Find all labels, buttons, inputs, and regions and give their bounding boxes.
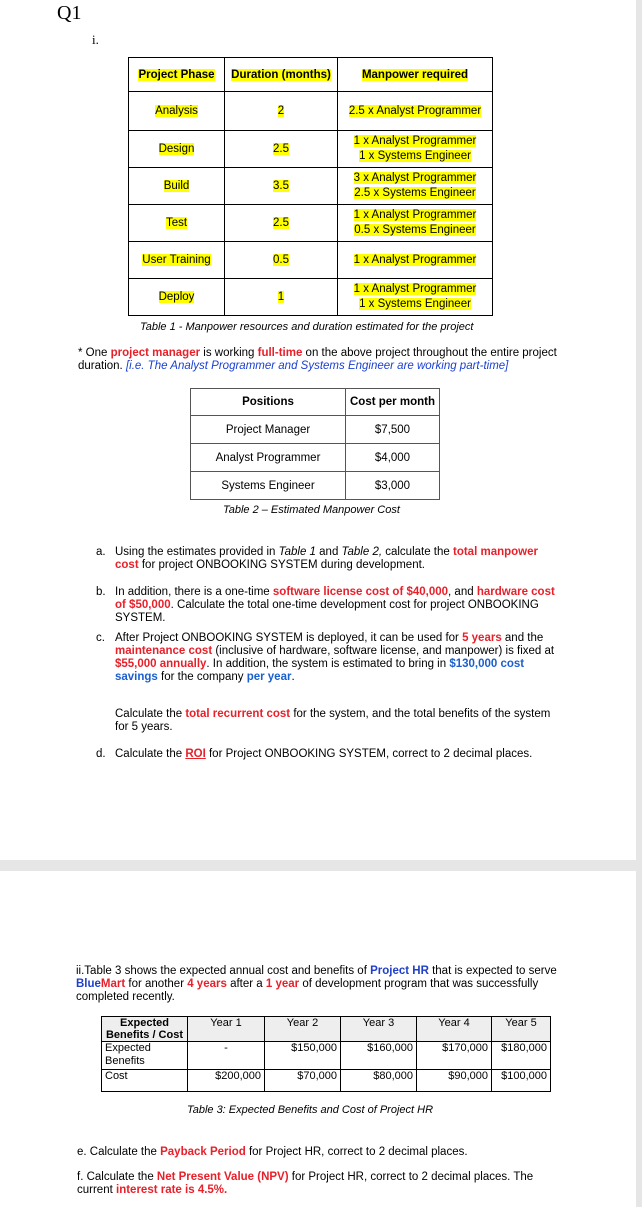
position-cell: Systems Engineer [191, 472, 346, 500]
value-cell: $170,000 [417, 1042, 492, 1070]
header-cell: Year 3 [341, 1017, 417, 1042]
table-row [129, 205, 493, 242]
manpower-cell: 2.5 x Analyst Programmer [348, 105, 482, 117]
manpower-cell: 1 x Analyst Programmer [353, 283, 477, 295]
header-cell: Year 5 [492, 1017, 551, 1042]
header-cell: Year 4 [417, 1017, 492, 1042]
table-row [129, 131, 493, 168]
value-cell: $80,000 [341, 1070, 417, 1092]
value-cell: $160,000 [341, 1042, 417, 1070]
question-c-calc: Calculate the total recurrent cost for the system, and the total benefits of the system for 5 years. [115, 708, 551, 733]
question-c-label: c. [96, 632, 105, 644]
question-d-text: Calculate the ROI for Project ONBOOKING SYSTEM, correct to 2 decimal places. [115, 748, 533, 760]
manpower-cell: 1 x Analyst Programmer [353, 135, 477, 147]
position-cell: Project Manager [191, 416, 346, 444]
duration-cell: 2.5 [273, 217, 289, 229]
header-cell: Manpower required [338, 58, 493, 92]
header-cell: Year 2 [265, 1017, 341, 1042]
header-cell: Expected Benefits / Cost [102, 1017, 188, 1042]
manpower-cell: 2.5 x Systems Engineer [354, 187, 476, 199]
benefits-cost-table [101, 1016, 551, 1092]
table-row [129, 92, 493, 131]
header-cell: Project Phase [129, 58, 225, 92]
table-row [191, 472, 440, 500]
duration-cell: 0.5 [273, 254, 289, 266]
cost-cell: $3,000 [346, 472, 440, 500]
table2-caption: Table 2 – Estimated Manpower Cost [223, 504, 400, 516]
duration-cell: 3.5 [273, 180, 289, 192]
manpower-cell: 3 x Analyst Programmer [353, 172, 477, 184]
question-a-label: a. [96, 546, 106, 558]
header-cell: Positions [191, 389, 346, 416]
phase-cell: User Training [142, 254, 211, 266]
duration-cell: 2.5 [273, 143, 289, 155]
manpower-cell: 0.5 x Systems Engineer [354, 224, 476, 236]
position-cell: Analyst Programmer [191, 444, 346, 472]
table-row [191, 444, 440, 472]
table-row [102, 1042, 551, 1070]
question-d-label: d. [96, 748, 106, 760]
value-cell: - [188, 1042, 265, 1070]
cost-table [190, 388, 440, 500]
table1-caption: Table 1 - Manpower resources and duration estimated for the project [140, 321, 474, 333]
value-cell: $90,000 [417, 1070, 492, 1092]
duration-cell: 2 [277, 105, 285, 117]
value-cell: $180,000 [492, 1042, 551, 1070]
header-cell: Cost per month [346, 389, 440, 416]
phase-cell: Deploy [158, 291, 195, 303]
value-cell: $200,000 [188, 1070, 265, 1092]
question-c-text: After Project ONBOOKING SYSTEM is deployed, it can be used for 5 years and the maintenance cost (inclusive of hardware, software license, and manpower) is fixed at $55,000 annually. In addition, the system is estimated to bring in $130,000 cost savings for the company per year. [115, 632, 555, 683]
cost-cell: $7,500 [346, 416, 440, 444]
phase-cell: Design [158, 143, 195, 155]
question-heading: Q1 [57, 2, 82, 24]
question-b-text: In addition, there is a one-time software license cost of $40,000, and hardware cost of $50,000. Calculate the total one-time development cost for project ONBOOKING SYSTEM. [115, 586, 555, 624]
value-cell: $70,000 [265, 1070, 341, 1092]
cost-cell: $4,000 [346, 444, 440, 472]
part-i-label: i. [92, 32, 99, 47]
question-a-text: Using the estimates provided in Table 1 and Table 2, calculate the total manpower cost for project ONBOOKING SYSTEM during development. [115, 546, 538, 571]
table3-caption: Table 3: Expected Benefits and Cost of Project HR [187, 1104, 434, 1116]
table-row [129, 242, 493, 279]
phase-cell: Build [163, 180, 190, 192]
table-row [191, 416, 440, 444]
manpower-table [128, 57, 493, 316]
question-b-label: b. [96, 586, 106, 598]
project-manager-note: * One project manager is working full-time on the above project throughout the entire project duration. [i.e. The Analyst Programmer and Systems Engineer are working part-time] [78, 347, 557, 372]
question-e-text: e. Calculate the Payback Period for Project HR, correct to 2 decimal places. [77, 1146, 468, 1158]
part-ii-text: ii.Table 3 shows the expected annual cost and benefits of Project HR that is expected to serve BlueMart for another 4 years after a 1 year of development program that was successfully completed recently. [76, 965, 557, 1003]
row-label: Expected Benefits [102, 1042, 188, 1070]
table-row [129, 168, 493, 205]
header-cell: Year 1 [188, 1017, 265, 1042]
table-row [102, 1070, 551, 1092]
value-cell: $150,000 [265, 1042, 341, 1070]
question-f-text: f. Calculate the Net Present Value (NPV) for Project HR, correct to 2 decimal places. The current interest rate is 4.5%. [77, 1171, 534, 1196]
header-cell: Duration (months) [225, 58, 338, 92]
duration-cell: 1 [277, 291, 285, 303]
table-row [129, 279, 493, 316]
manpower-cell: 1 x Systems Engineer [359, 150, 471, 162]
manpower-cell: 1 x Analyst Programmer [353, 254, 477, 266]
row-label: Cost [102, 1070, 188, 1092]
value-cell: $100,000 [492, 1070, 551, 1092]
phase-cell: Test [165, 217, 188, 229]
manpower-cell: 1 x Systems Engineer [359, 298, 471, 310]
manpower-cell: 1 x Analyst Programmer [353, 209, 477, 221]
phase-cell: Analysis [155, 105, 198, 117]
